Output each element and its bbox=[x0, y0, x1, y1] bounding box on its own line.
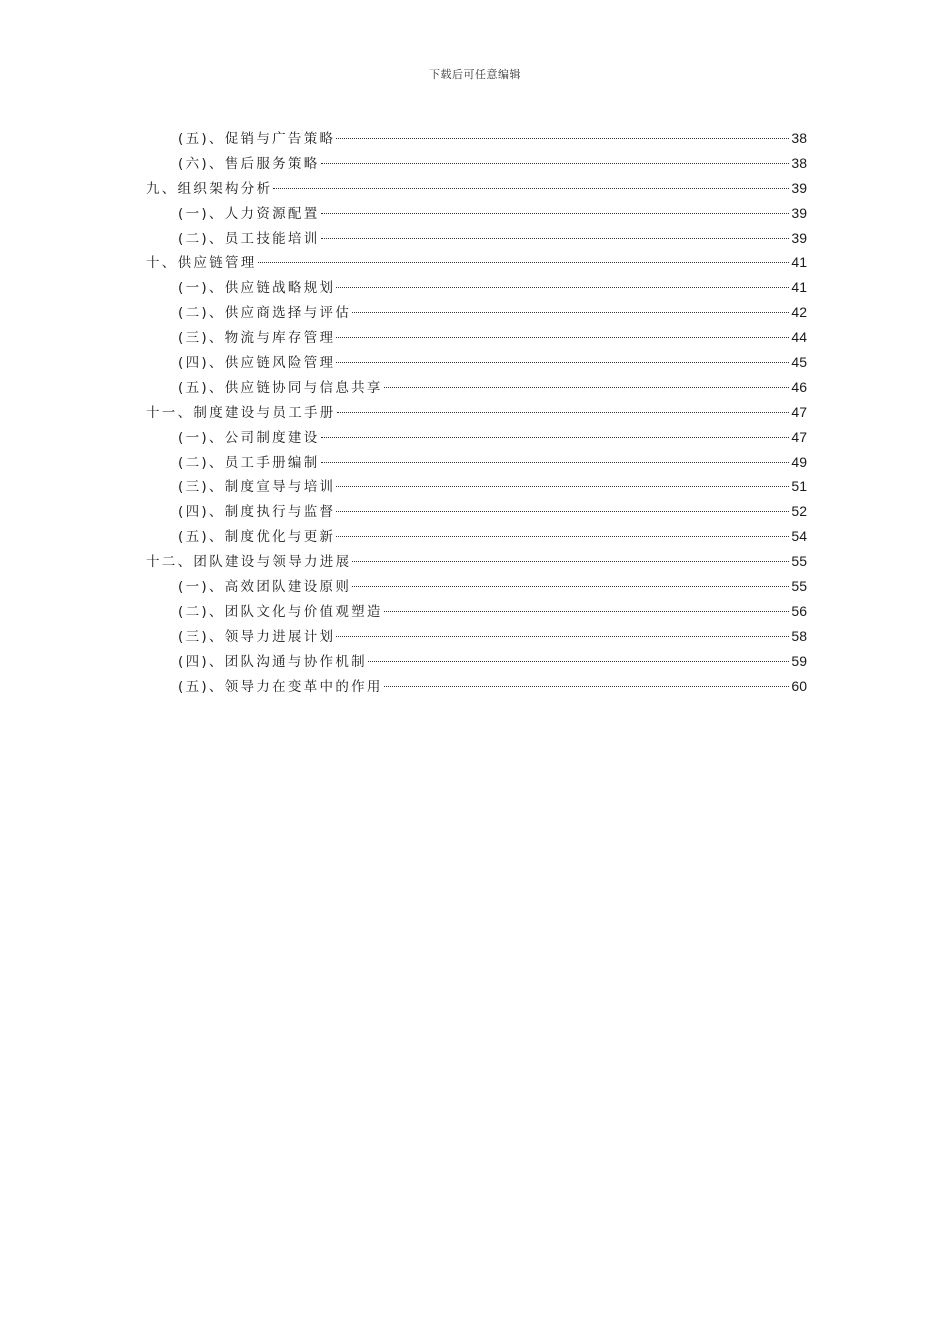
toc-dot-leader bbox=[258, 262, 790, 263]
toc-chapter-entry[interactable] bbox=[146, 176, 807, 201]
toc-section-entry[interactable] bbox=[146, 499, 807, 524]
toc-dot-leader bbox=[337, 412, 790, 413]
toc-section-entry[interactable] bbox=[146, 574, 807, 599]
toc-section-entry[interactable] bbox=[146, 649, 807, 674]
toc-page-number: 44 bbox=[791, 329, 807, 346]
toc-dot-leader bbox=[336, 636, 789, 637]
toc-section-entry[interactable] bbox=[146, 350, 807, 375]
toc-dot-leader bbox=[352, 586, 789, 587]
toc-page-number: 38 bbox=[791, 154, 807, 171]
toc-section-entry[interactable] bbox=[146, 325, 807, 350]
toc-dot-leader bbox=[321, 213, 790, 214]
toc-page-number: 47 bbox=[791, 428, 807, 445]
toc-page-number: 56 bbox=[791, 602, 807, 619]
toc-dot-leader bbox=[321, 163, 790, 164]
toc-entry-title: (一)、公司制度建设 bbox=[178, 429, 320, 446]
toc-dot-leader bbox=[321, 462, 790, 463]
toc-entry-title: (三)、领导力进展计划 bbox=[178, 628, 336, 645]
toc-section-entry[interactable] bbox=[146, 126, 807, 151]
toc-page-number: 41 bbox=[791, 254, 807, 271]
toc-dot-leader bbox=[336, 362, 789, 363]
toc-entry-title: (五)、供应链协同与信息共享 bbox=[178, 379, 383, 396]
toc-entry-title: (一)、人力资源配置 bbox=[178, 205, 320, 222]
toc-page-number: 47 bbox=[791, 403, 807, 420]
toc-dot-leader bbox=[321, 437, 790, 438]
toc-entry-title: 九、组织架构分析 bbox=[146, 180, 273, 197]
toc-section-entry[interactable] bbox=[146, 450, 807, 475]
toc-section-entry[interactable] bbox=[146, 151, 807, 176]
toc-section-entry[interactable] bbox=[146, 599, 807, 624]
toc-page-number: 49 bbox=[791, 453, 807, 470]
toc-entry-title: (二)、员工技能培训 bbox=[178, 230, 320, 247]
toc-page-number: 54 bbox=[791, 528, 807, 545]
toc-page-number: 51 bbox=[791, 478, 807, 495]
toc-page-number: 38 bbox=[791, 130, 807, 146]
toc-dot-leader bbox=[336, 138, 789, 139]
toc-page-number: 41 bbox=[791, 279, 807, 296]
toc-dot-leader bbox=[384, 387, 790, 388]
toc-section-entry[interactable] bbox=[146, 674, 807, 699]
toc-page-number: 59 bbox=[791, 652, 807, 669]
toc-dot-leader bbox=[384, 611, 790, 612]
toc-entry-title: (五)、领导力在变革中的作用 bbox=[178, 678, 383, 695]
toc-page-number: 39 bbox=[791, 229, 807, 246]
toc-page-number: 60 bbox=[791, 677, 807, 694]
toc-page-number: 46 bbox=[791, 378, 807, 395]
toc-dot-leader bbox=[321, 238, 790, 239]
toc-page-number: 55 bbox=[791, 553, 807, 570]
toc-chapter-entry[interactable] bbox=[146, 549, 807, 574]
toc-dot-leader bbox=[336, 486, 789, 487]
toc-section-entry[interactable] bbox=[146, 300, 807, 325]
toc-entry-title: (二)、供应商选择与评估 bbox=[178, 305, 352, 322]
toc-entry-title: (五)、制度优化与更新 bbox=[178, 529, 336, 546]
toc-section-entry[interactable] bbox=[146, 425, 807, 450]
toc-dot-leader bbox=[336, 287, 789, 288]
toc-entry-title: (一)、供应链战略规划 bbox=[178, 280, 336, 297]
toc-chapter-entry[interactable] bbox=[146, 250, 807, 275]
toc-dot-leader bbox=[352, 561, 789, 562]
toc-page-number: 55 bbox=[791, 578, 807, 595]
toc-section-entry[interactable] bbox=[146, 375, 807, 400]
toc-section-entry[interactable] bbox=[146, 201, 807, 226]
page-header: 下载后可任意编辑 bbox=[429, 68, 521, 81]
toc-dot-leader bbox=[368, 661, 789, 662]
toc-section-entry[interactable] bbox=[146, 524, 807, 549]
toc-dot-leader bbox=[336, 536, 789, 537]
toc-entry-title: 十二、团队建设与领导力进展 bbox=[146, 554, 352, 571]
toc-section-entry[interactable] bbox=[146, 474, 807, 499]
toc-dot-leader bbox=[336, 337, 789, 338]
toc-entry-title: 十、供应链管理 bbox=[146, 255, 257, 272]
toc-page-number: 45 bbox=[791, 354, 807, 371]
toc-entry-title: (三)、制度宣导与培训 bbox=[178, 479, 336, 496]
toc-page-number: 39 bbox=[791, 179, 807, 196]
toc-dot-leader bbox=[384, 686, 790, 687]
toc-entry-title: (二)、团队文化与价值观塑造 bbox=[178, 603, 383, 620]
toc-entry-title: (四)、团队沟通与协作机制 bbox=[178, 653, 367, 670]
toc-page-number: 58 bbox=[791, 627, 807, 644]
toc-section-entry[interactable] bbox=[146, 624, 807, 649]
toc-entry-title: (二)、员工手册编制 bbox=[178, 454, 320, 471]
toc-page-number: 42 bbox=[791, 304, 807, 321]
toc-entry-title: (五)、促销与广告策略 bbox=[178, 131, 336, 147]
table-of-contents bbox=[146, 126, 807, 698]
toc-page-number: 39 bbox=[791, 204, 807, 221]
toc-dot-leader bbox=[273, 188, 789, 189]
toc-entry-title: (四)、供应链风险管理 bbox=[178, 355, 336, 372]
toc-section-entry[interactable] bbox=[146, 275, 807, 300]
toc-entry-title: (三)、物流与库存管理 bbox=[178, 330, 336, 347]
toc-dot-leader bbox=[336, 511, 789, 512]
toc-entry-title: 十一、制度建设与员工手册 bbox=[146, 404, 336, 421]
toc-chapter-entry[interactable] bbox=[146, 400, 807, 425]
toc-page-number: 52 bbox=[791, 503, 807, 520]
toc-entry-title: (六)、售后服务策略 bbox=[178, 155, 320, 172]
toc-entry-title: (四)、制度执行与监督 bbox=[178, 504, 336, 521]
toc-entry-title: (一)、高效团队建设原则 bbox=[178, 579, 352, 596]
toc-dot-leader bbox=[352, 312, 789, 313]
toc-section-entry[interactable] bbox=[146, 226, 807, 251]
